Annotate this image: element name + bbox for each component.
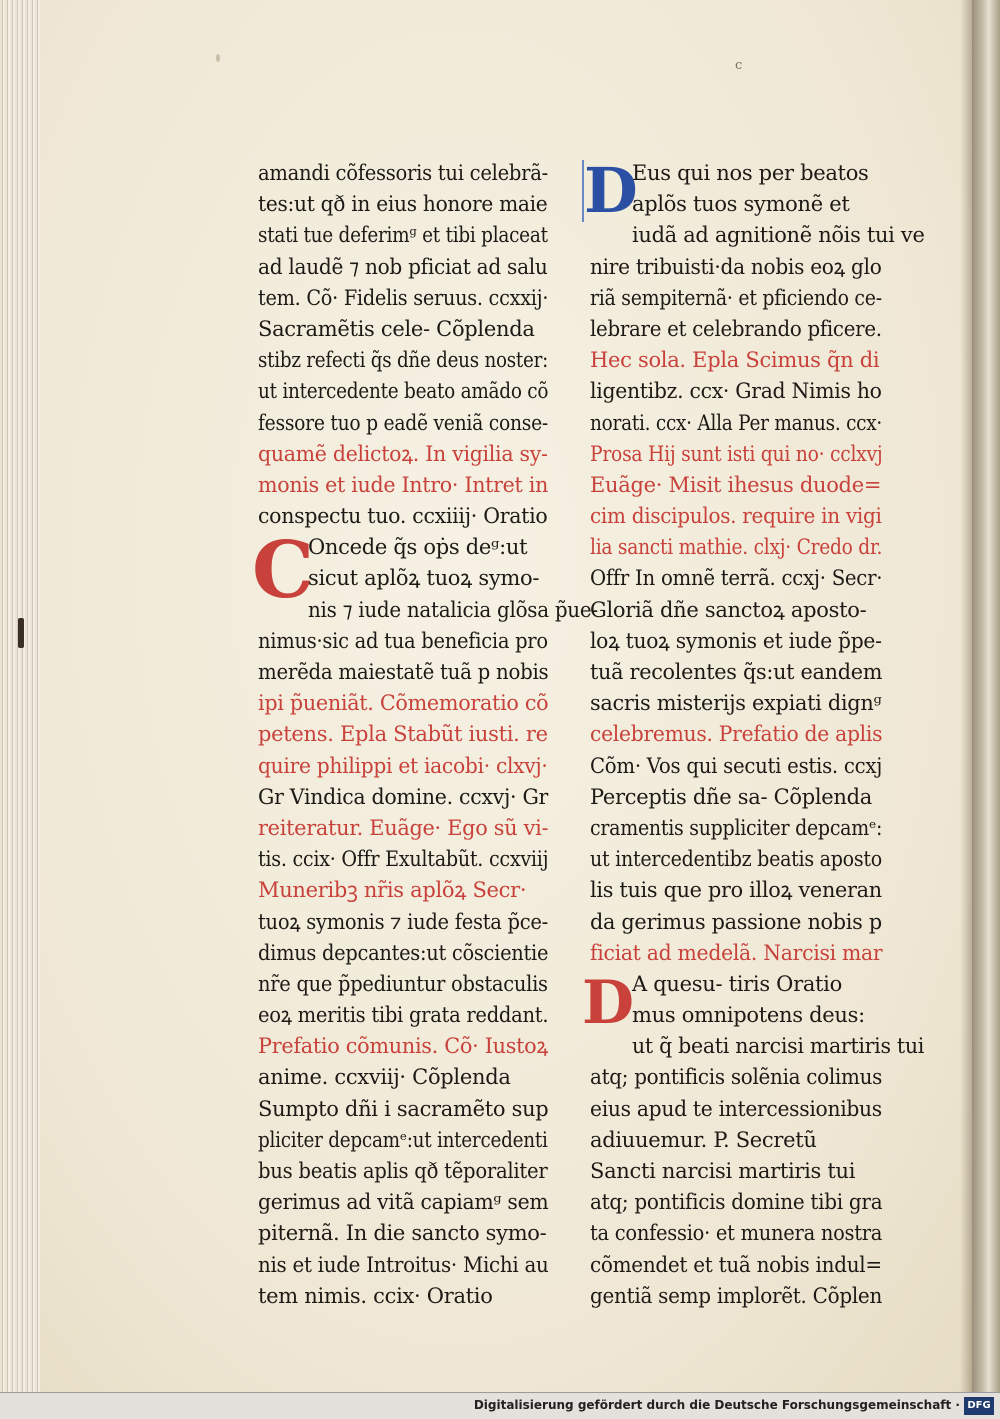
text-line xyxy=(258,376,548,407)
line-text: eius apud te intercessionibus xyxy=(590,1096,882,1121)
line-text: dimus depcantes:ut cõscientie xyxy=(258,940,549,965)
text-line xyxy=(258,501,548,532)
line-text: Gloriã dñe sanctoꝝ aposto- xyxy=(590,597,867,622)
line-text: cim discipulos. require in vigi xyxy=(590,504,882,529)
footer-bar xyxy=(0,1392,1000,1419)
line-text: riã sempiternã· et pficiendo ce- xyxy=(590,285,882,310)
text-line xyxy=(258,969,548,1000)
text-line xyxy=(258,1125,548,1156)
text-line xyxy=(590,657,882,688)
line-text: nis et iude Introitus· Michi au xyxy=(258,1252,549,1277)
line-text: tem. Cõ· Fidelis seruus. ccxxij· xyxy=(258,285,549,310)
text-line xyxy=(590,563,882,594)
text-line xyxy=(258,751,548,782)
line-text: ficiat ad medelã. Narcisi mar xyxy=(590,940,883,965)
right-text-column xyxy=(582,154,925,1312)
line-text: lis tuis que pro illoꝝ veneran xyxy=(590,878,882,903)
text-line xyxy=(590,1218,882,1249)
text-line xyxy=(590,532,882,563)
line-text: tem nimis. ccix· Oratio xyxy=(258,1283,493,1308)
text-line xyxy=(590,408,882,439)
text-line xyxy=(258,189,548,220)
dfg-logo[interactable]: DFG xyxy=(964,1397,994,1415)
text-line xyxy=(258,158,548,189)
line-text: reiteratur. Euãge· Ego sũ vi- xyxy=(258,815,549,840)
line-text: Muneribꝫ nr̃is aplõꝝ Secr· xyxy=(258,878,527,903)
text-line xyxy=(590,595,882,626)
line-text: piternã. In die sancto symo- xyxy=(258,1221,547,1246)
line-text: eoꝝ meritis tibi grata reddant. xyxy=(258,1003,549,1028)
line-text: nis ⁊ iude natalicia glõsa p̃ue- xyxy=(308,597,598,622)
text-line xyxy=(590,938,882,969)
text-line xyxy=(590,688,882,719)
line-text: tes:ut qð in eius honore maie xyxy=(258,192,548,217)
line-text: stati tue deferimᵍ et tibi placeat xyxy=(258,223,548,248)
line-text: nimus·sic ad tua beneficia pro xyxy=(258,628,548,653)
line-text: loꝝ tuoꝝ symonis et iude p̃pe- xyxy=(590,628,882,653)
page-hole xyxy=(216,54,220,62)
text-line xyxy=(258,626,548,657)
line-text: bus beatis aplis qð tẽporaliter xyxy=(258,1159,548,1183)
text-line xyxy=(590,813,882,844)
text-line xyxy=(258,1062,548,1093)
text-line xyxy=(590,345,882,376)
line-text: monis et iude Intro· Intret in xyxy=(258,472,549,497)
line-text: amandi cõfessoris tui celebrã- xyxy=(258,161,548,185)
line-text: gerimus ad vitã capiamᵍ sem xyxy=(258,1190,549,1215)
drop-initial: C xyxy=(252,525,314,617)
line-text: sacris misterijs expiati dignᵍ xyxy=(590,691,882,716)
line-text: ad laudẽ ⁊ nob pficiat ad salu xyxy=(258,254,548,279)
text-line xyxy=(590,1000,882,1031)
text-line xyxy=(590,782,882,813)
text-line xyxy=(258,875,548,906)
text-line xyxy=(258,220,548,251)
line-text: tuoꝝ symonis ⁊ iude festa p̃ce- xyxy=(258,909,548,934)
line-text: cõmendet et tuã nobis indul= xyxy=(590,1252,882,1277)
text-line xyxy=(258,688,548,719)
text-line xyxy=(590,1187,882,1218)
text-line xyxy=(590,314,882,345)
line-text: lebrare et celebrando pficere. xyxy=(590,316,882,341)
line-text: Oncede q̃s oṗs deᵍ:ut xyxy=(308,535,528,560)
text-line xyxy=(590,501,882,532)
text-line xyxy=(258,782,548,813)
line-text: ut q̃ beati narcisi martiris tui xyxy=(632,1034,925,1059)
line-text: celebremus. Prefatio de aplis xyxy=(590,722,883,747)
text-line xyxy=(258,657,548,688)
text-line xyxy=(258,844,548,875)
line-text: Euãge· Misit ihesus duode= xyxy=(590,472,882,497)
line-text: quire philippi et iacobi· clxvj· xyxy=(258,753,548,778)
line-text: Offr In omnẽ terrã. ccxj· Secr· xyxy=(590,566,883,591)
text-line xyxy=(258,408,548,439)
text-line xyxy=(590,376,882,407)
text-line xyxy=(590,1250,882,1281)
drop-initial: D xyxy=(582,967,634,1038)
text-line xyxy=(590,1094,882,1125)
line-text: iudã ad agnitionẽ nõis tui ve xyxy=(632,223,925,248)
line-text: Sancti narcisi martiris tui xyxy=(590,1159,856,1183)
text-line xyxy=(590,626,882,657)
line-text: petens. Epla Stabũt iusti. re xyxy=(258,722,548,747)
text-line xyxy=(590,1062,882,1093)
line-text: conspectu tuo. ccxiiij· Oratio xyxy=(258,504,548,529)
text-line xyxy=(590,189,882,220)
folio-mark: c xyxy=(735,58,743,73)
line-text: anime. ccxviij· Cõplenda xyxy=(258,1065,511,1090)
text-line xyxy=(258,938,548,969)
text-line xyxy=(590,844,882,875)
text-line xyxy=(590,1031,925,1062)
line-text: Sumpto dñi i sacramẽto sup xyxy=(258,1096,549,1121)
text-line xyxy=(590,252,882,283)
text-line xyxy=(258,1187,548,1218)
left-text-column xyxy=(252,158,598,1312)
footer-credit: Digitalisierung gefördert durch die Deutsche Forschungsgemeinschaft · xyxy=(473,1398,960,1412)
text-line xyxy=(590,719,882,750)
line-text: Cõm· Vos qui secuti estis. ccxj xyxy=(590,753,883,778)
line-text: nire tribuisti·da nobis eoꝝ glo xyxy=(590,254,882,279)
text-line xyxy=(258,907,548,938)
line-text: adiuuemur. P. Secretũ xyxy=(590,1127,817,1152)
page-tab-marker xyxy=(18,618,24,648)
line-text: Prefatio cõmunis. Cõ· Iustoꝝ xyxy=(258,1034,549,1059)
text-line xyxy=(258,252,548,283)
text-line xyxy=(258,439,548,470)
text-line xyxy=(258,1250,548,1281)
text-line xyxy=(590,283,882,314)
line-text: tuã recolentes q̃s:ut eandem xyxy=(590,660,883,684)
text-line xyxy=(258,283,548,314)
line-text: ut intercedentibz beatis aposto xyxy=(590,847,882,872)
line-text: merẽda maiestatẽ tuã p nobis xyxy=(258,660,549,684)
text-line xyxy=(590,470,882,501)
text-line xyxy=(590,907,882,938)
line-text: ligentibz. ccx· Grad Nimis ho xyxy=(590,379,882,404)
line-text: fessore tuo p eadẽ veniã conse- xyxy=(258,410,548,435)
line-text: stibz refecti q̃s dñe deus noster: xyxy=(258,348,549,373)
line-text: A quesu- tiris Oratio xyxy=(632,971,842,996)
line-text: Eus qui nos per beatos xyxy=(632,161,869,185)
text-line xyxy=(258,345,548,376)
text-line xyxy=(258,1094,548,1125)
book-right-edge xyxy=(972,0,1000,1392)
line-text: Hec sola. Epla Scimus q̃n di xyxy=(590,348,880,373)
line-text: quamẽ delictoꝝ. In vigilia sy- xyxy=(258,441,548,466)
text-line xyxy=(590,1125,882,1156)
page-gutter-shadow xyxy=(960,0,972,1392)
line-text: ut intercedente beato amãdo cõ xyxy=(258,379,549,404)
line-text: lia sancti mathie. clxj· Credo dr. xyxy=(590,535,883,560)
line-text: Gr Vindica domine. ccxvj· Gr xyxy=(258,784,549,809)
text-line xyxy=(258,1218,548,1249)
text-line xyxy=(590,1281,882,1312)
line-text: cramentis suppliciter depcamᵉ: xyxy=(590,815,883,840)
line-text: norati. ccx· Alla Per manus. ccx· xyxy=(590,410,883,435)
text-line xyxy=(258,813,548,844)
line-text: tis. ccix· Offr Exultabũt. ccxviij xyxy=(258,847,549,872)
book-fore-edge xyxy=(0,0,41,1392)
text-line xyxy=(590,751,882,782)
line-text: pliciter depcamᵉ:ut intercedenti xyxy=(258,1127,548,1152)
text-line xyxy=(258,1281,548,1312)
text-line xyxy=(258,470,548,501)
text-line xyxy=(590,875,882,906)
line-text: Prosa Hij sunt isti qui no· cclxvj xyxy=(590,441,883,466)
text-line xyxy=(258,314,548,345)
line-text: Sacramẽtis cele- Cõplenda xyxy=(258,316,535,341)
text-line xyxy=(258,1000,548,1031)
text-line xyxy=(590,1156,882,1187)
line-text: gentiã semp implorẽt. Cõplen xyxy=(590,1283,883,1308)
line-text: mus omnipotens deus: xyxy=(632,1003,865,1028)
text-line xyxy=(258,719,548,750)
line-text: ta confessio· et munera nostra xyxy=(590,1221,883,1246)
line-text: ipi p̃ueniãt. Cõmemoratio cõ xyxy=(258,691,549,716)
line-text: Perceptis dñe sa- Cõplenda xyxy=(590,784,873,809)
line-text: da gerimus passione nobis p xyxy=(590,909,882,934)
line-text: aplõs tuos symonẽ et xyxy=(632,192,850,217)
text-line xyxy=(590,439,882,470)
text-line xyxy=(258,1156,548,1187)
drop-initial: D xyxy=(584,154,638,227)
line-text: atq; pontificis solẽnia colimus xyxy=(590,1065,883,1090)
line-text: atq; pontificis domine tibi gra xyxy=(590,1190,883,1215)
line-text: nr̃e que p̃pediuntur obstaculis xyxy=(258,971,548,996)
text-line xyxy=(590,220,925,251)
line-text: sicut aplõꝝ tuoꝝ symo- xyxy=(308,566,540,591)
text-line xyxy=(258,1031,548,1062)
